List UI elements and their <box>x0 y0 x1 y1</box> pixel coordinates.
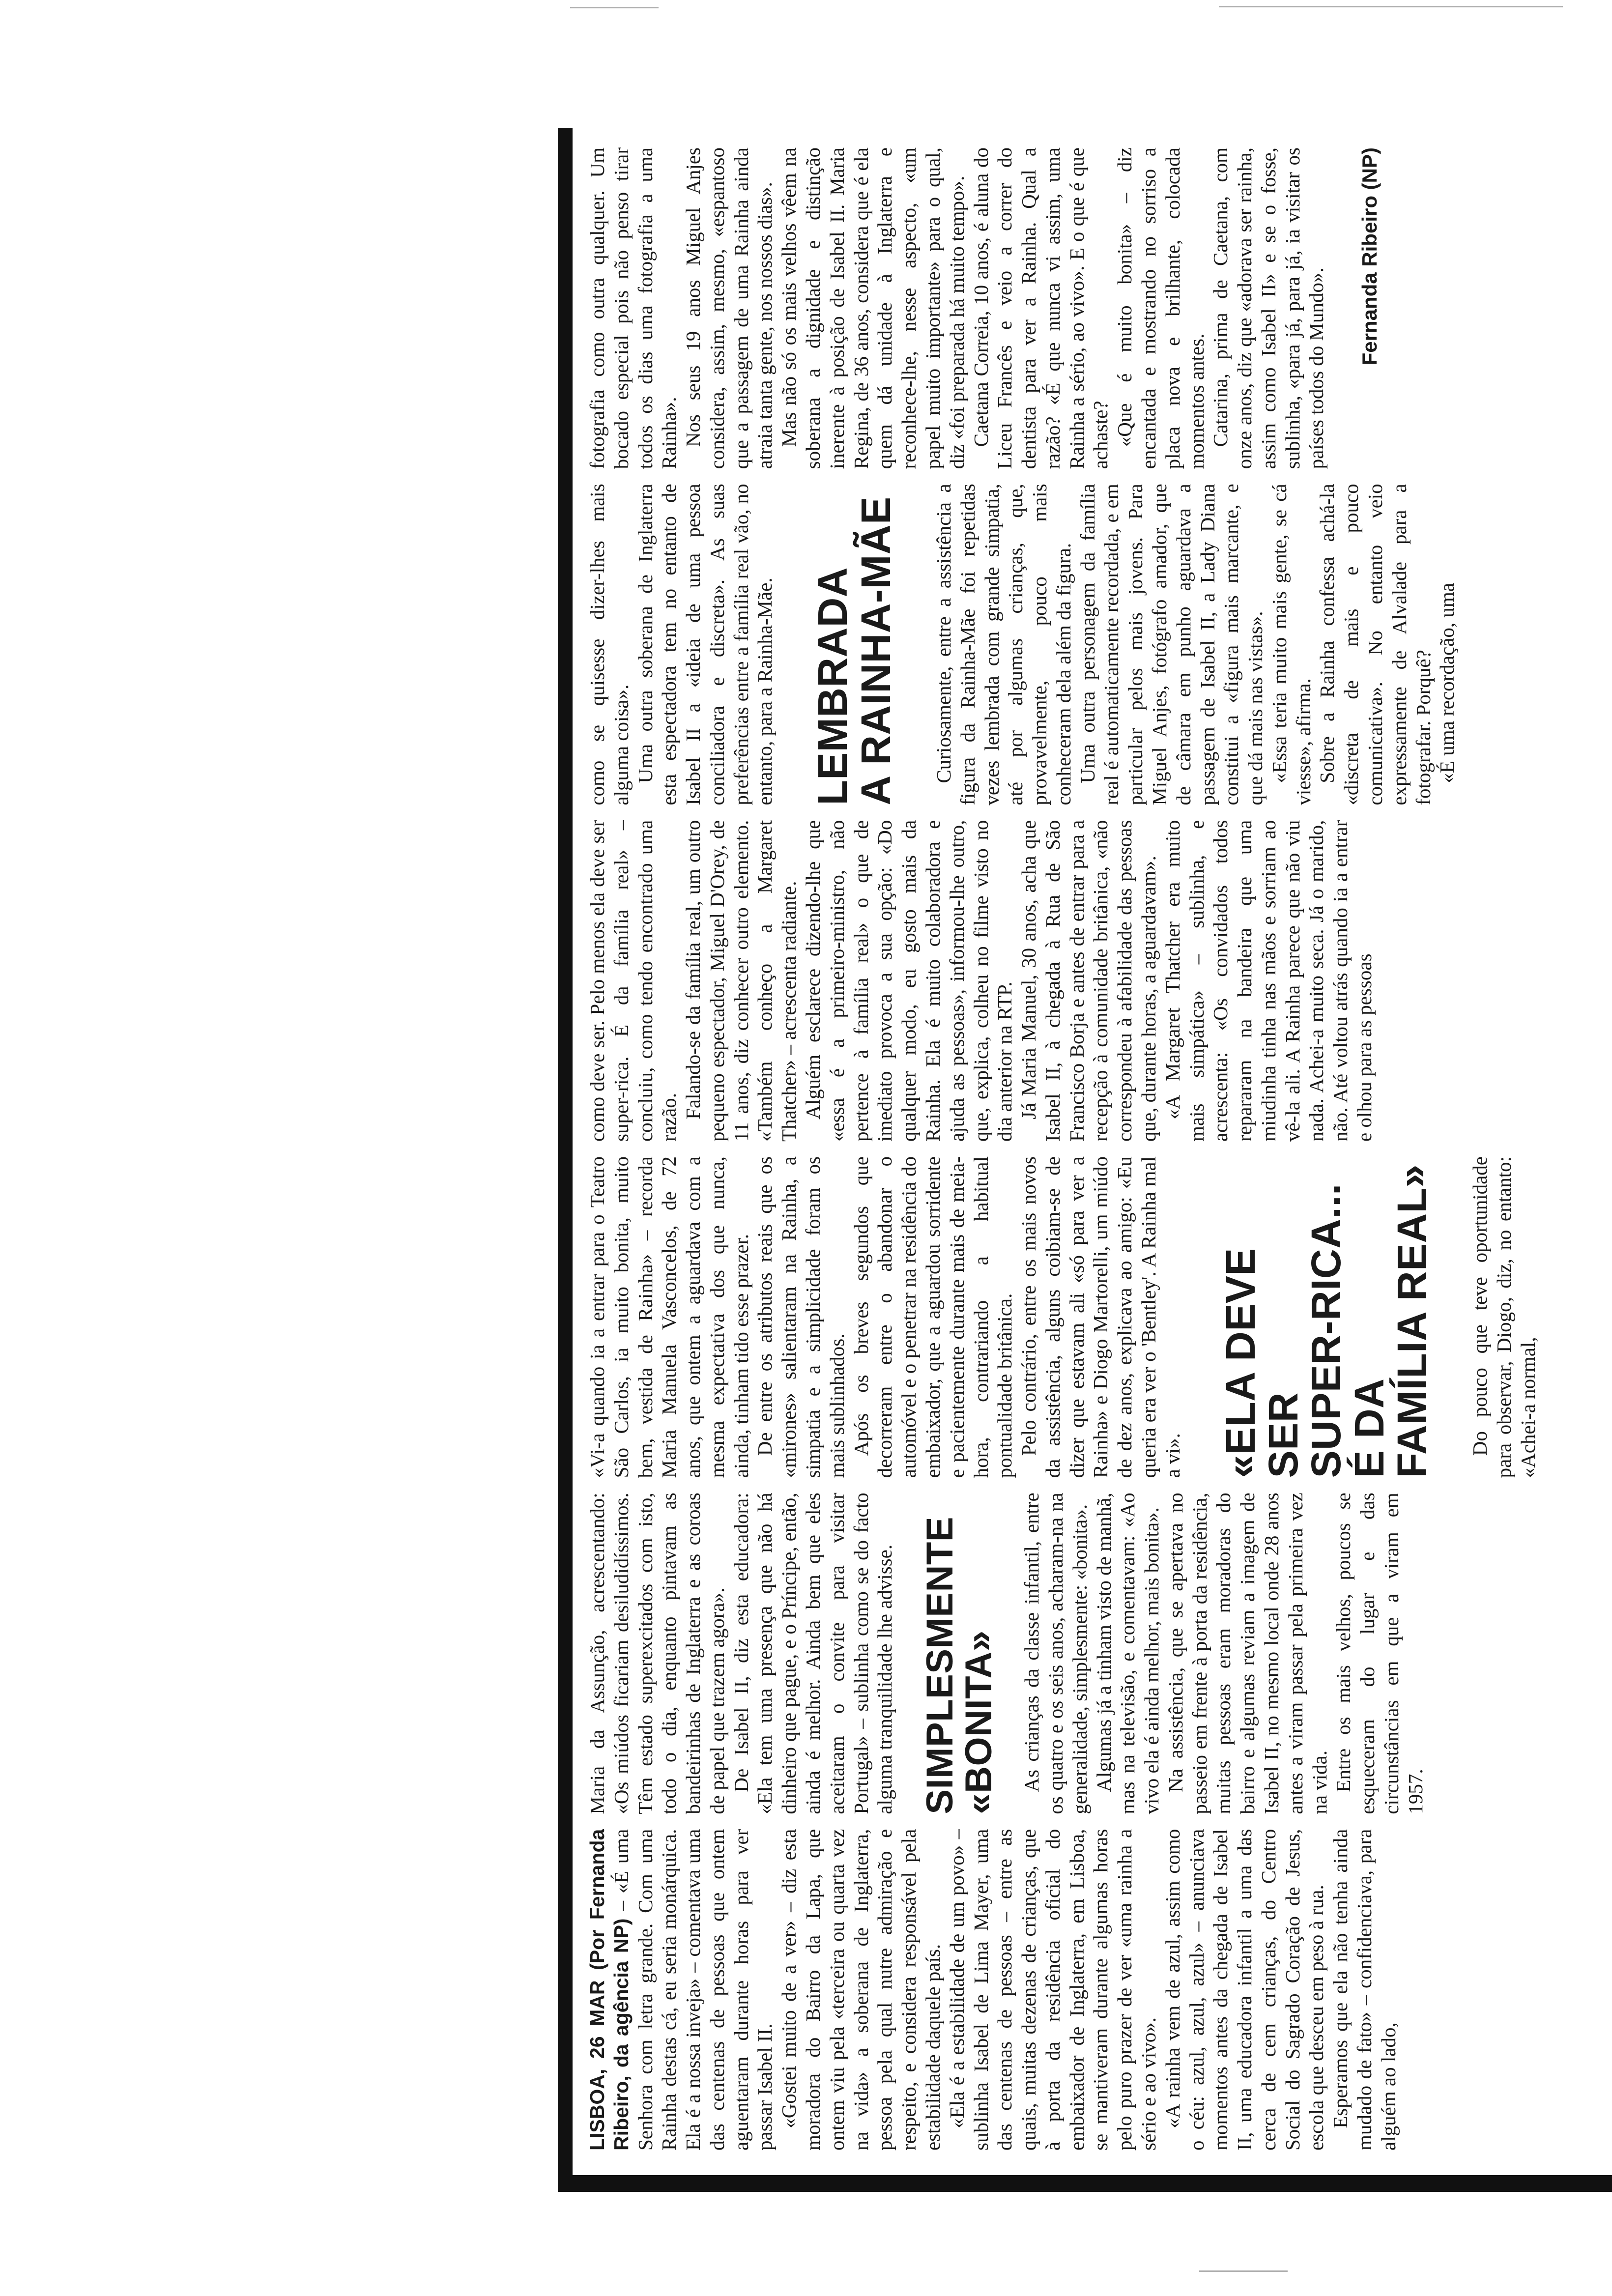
article-paragraph: Uma outra soberana de Inglaterra esta espectadora tem no entanto de Isabel II a «ideia de uma pessoa conciliadora e discreta». As suas preferências entre a família real vão, no entanto, para a Rainha-Mãe. <box>633 484 777 805</box>
article-paragraph: Uma outra personagem da família real é automaticamente recordada, e em particular pelos mais jovens. Para Miguel Anjes, fotógrafo amador, que de câmara em punho aguardava a passagem de Isabel II, a Lady Diana constitui a «figura mais marcante, e que dá mais nas vistas». <box>1076 484 1267 805</box>
article-paragraph: Sobre a Rainha confessa achá-la «discreta de mais e pouco comunicativa». No entanto veio expressamente de Alvalade para a fotografar. Porquê? <box>1316 484 1435 805</box>
newspaper-clipping <box>558 128 1612 2192</box>
article-column-5 <box>585 484 1612 805</box>
article-paragraph: fotografia como outra qualquer. Um bocado especial pois não penso tirar todos os dias uma fotografia a uma Rainha». <box>586 147 681 469</box>
article-paragraph: As crianças da classe infantil, entre os quatro e os seis anos, acharam-na na generalidade, simplesmente: «bonita». <box>1020 1492 1091 1814</box>
article-paragraph: Mas não só os mais velhos vêem na soberana a dignidade e distinção inerente à posição de Isabel II. Maria Regina, de 36 anos, considera que é ela quem dá unidade à Inglaterra e reconhece-lhe, nesse aspecto, «um papel muito importante» para o qual, diz «foi preparada há muito tempo». <box>777 147 968 469</box>
article-paragraph: Pelo contrário, entre os mais novos da assistência, alguns coibiam-se de dizer que estavam ali «só para ver a Rainha» e Diogo Martorelli, um miúdo de dez anos, explicava ao amigo: «Eu queria era ver o 'Bentley'. A Rainha mal a vi». <box>1017 1156 1184 1478</box>
article-paragraph: Maria da Assunção, acrescentando: «Os miúdos ficariam desiludidíssimos. Têm estado superexcitados com isto, todo o dia, enquanto pintavam as bandeirinhas de Inglaterra e as coroas de papel que trazem agora». <box>586 1492 728 1814</box>
article-column-2 <box>585 1492 1612 1814</box>
scan-edge-mark-bottom <box>1199 2270 1288 2272</box>
dateline: LISBOA, 26 MAR (Por Fernanda Ribeiro, da agência NP) <box>586 1829 633 2151</box>
article-paragraph: Algumas já a tinham visto de manhã, mas na televisão, e comentavam: «Ao vivo ela é ainda melhor, mais bonita». <box>1092 1492 1163 1814</box>
article-paragraph: como deve ser. Pelo menos ela deve ser super-rica. É da família real» – concluiu, como tendo encontrado uma razão. <box>586 820 681 1142</box>
article-paragraph: Na assistência, que se apertava no passeio em frente à porta da residência, muitas pessoas eram moradoras do bairro e algumas reviam a imagem de Isabel II, no mesmo local onde 28 anos antes a viram passar pela primeira vez na vida. <box>1164 1492 1331 1814</box>
subheading-simplesmente-bonita: SIMPLESMENTE «BONITA» <box>919 1517 1000 1814</box>
article-paragraph: «A rainha vem de azul, assim como o céu: azul, azul, azul» – anunciava momentos antes da chegada de Isabel II, uma educadora infantil a uma das cerca de cem crianças, do Centro Social do Sagrado Coração de Jesus, escola que desceu em peso à rua. <box>1161 1829 1328 2151</box>
author-signature: Fernanda Ribeiro (NP) <box>1358 147 1382 366</box>
article-paragraph: Do pouco que teve oportunidade para observar, Diogo, diz, no entanto: «Achei-a normal, <box>1468 1156 1539 1478</box>
article-paragraph: «A Margaret Thatcher era muito mais simpática» – sublinha, e acrescenta: «Os convidados todos repararam na bandeira que uma miudinha tinha nas mãos e sorriam ao vê-la ali. A Rainha parece que não viu nada. Achei-a muito seca. Já o marido, não. Até voltou atrás quando ia a entrar e olhou para as pessoas <box>1161 820 1376 1142</box>
article-paragraph: «Que é muito bonita» – diz encantada e mostrando no sorriso a placa nova e brilhante, colocada momentos antes. <box>1113 147 1208 469</box>
article-paragraph: De entre os atributos reais que os «mirones» salientaram na Rainha, a simpatia e a simplicidade foram os mais sublinhados. <box>753 1156 848 1478</box>
article-paragraph: «Vi-a quando ia a entrar para o Teatro São Carlos, ia muito bonita, muito bem, vestida de Rainha» – recorda Maria Manuela Vasconcelos, de 72 anos, que ontem a aguardava com a mesma expectativa dos que nunca, ainda, tinham tido esse prazer. <box>586 1156 752 1478</box>
article-paragraph: Curiosamente, entre a assistência a figura da Rainha-Mãe foi repetidas vezes lembrada com grande simpatia, até por algumas crianças, que, provavelmente, pouco mais conheceram dela além da figura. <box>932 484 1075 805</box>
article-paragraph: «Essa teria muito mais gente, se cá viesse», afirma. <box>1267 484 1315 805</box>
article-paragraph: como se quisesse dizer-lhes mais alguma coisa». <box>586 484 633 805</box>
article-paragraph: Nos seus 19 anos Miguel Anjes considera, assim, mesmo, «espantoso que a passagem de uma Rainha ainda atraia tanta gente, nos nossos dias». <box>682 147 777 469</box>
article-column-4 <box>585 820 1612 1142</box>
article-column-6 <box>585 147 1612 469</box>
article-paragraph: Já Maria Manuel, 30 anos, acha que Isabel II, à chegada à Rua de São Francisco Borja e antes de entrar para a recepção à comunidade britânica, «não correspondeu à afabilidade das pessoas que, durante horas, a aguardavam». <box>1017 820 1160 1142</box>
subheading-ela-deve-ser-super-rica: «ELA DEVE SER SUPER-RICA... É DA FAMÍLIA REAL» <box>1217 1164 1435 1478</box>
article-paragraph: «É uma recordação, uma <box>1436 583 1459 783</box>
article-paragraph: Alguém esclarece dizendo-lhe que «essa é a primeiro-ministro, não pertence à família real» o que de imediato provoca a sua opção: «Do qualquer modo, eu gosto mais da Rainha. Ela é muito colaboradora e ajuda as pessoas», informou-lhe outro, que, explica, colheu no filme visto no dia anterior na RTP. <box>802 820 1016 1142</box>
article-paragraph: Falando-se da família real, um outro pequeno espectador, Miguel D'Orey, de 11 anos, diz conhecer outro elemento. «Também conheço a Margaret Thatcher» – acrescenta radiante. <box>682 820 801 1142</box>
subheading-lembrada-a-rainha-mae: LEMBRADA A RAINHA-MÃE <box>809 496 899 805</box>
article-paragraph: LISBOA, 26 MAR (Por Fernanda Ribeiro, da agência NP) – «É uma Senhora com letra grande. Com uma Rainha destas cá, eu seria monárquica. Ela é a nossa inveja» – comentava uma das centenas de pessoas que ontem aguentaram durante horas para ver passar Isabel II. <box>586 1829 777 2151</box>
article-column-3 <box>585 1156 1612 1478</box>
article-paragraph: «Ela é a estabilidade de um povo» – sublinha Isabel de Lima Mayer, uma das centenas de pessoas – entre as quais, muitas dezenas de crianças, que à porta da residência oficial do embaixador de Inglaterra, em Lisboa, se mantiveram durante algumas horas pelo puro prazer de ver «uma rainha a sério e ao vivo». <box>945 1829 1160 2151</box>
article-paragraph: Esperamos que ela não tenha ainda mudado de fato» – confidenciava, para alguém ao lado, <box>1329 1829 1400 2151</box>
article-paragraph: Entre os mais velhos, poucos se esqueceram do lugar e das circunstâncias em que a viram em 1957. <box>1332 1492 1427 1814</box>
article-columns <box>585 147 1612 2151</box>
article-paragraph: Catarina, prima de Caetana, com onze anos, diz que «adorava ser rainha, assim como Isabel II» e se o fosse, sublinha, «para já, para já, ia visitar os países todos do Mundo». <box>1209 147 1328 469</box>
article-paragraph: «Gostei muito de a ver» – diz esta moradora do Bairro da Lapa, que ontem viu pela «terceira ou quarta vez na vida» a soberana de Inglaterra, pessoa pela qual nutre admiração e respeito, e considera responsável pela estabilidade daquele país. <box>777 1829 944 2151</box>
article-column-1 <box>585 1829 1612 2151</box>
scan-edge-mark-top-small <box>570 7 659 8</box>
scan-edge-mark-top <box>1219 6 1563 7</box>
article-paragraph: Caetana Correia, 10 anos, é aluna do Liceu Francês e veio a correr do dentista para ver a Rainha. Qual a razão? «É que nunca vi assim, uma Rainha a sério, ao vivo». E o que é que achaste? <box>969 147 1112 469</box>
article-paragraph: Após os breves segundos que decorreram entre o abandonar o automóvel e o penetrar na residência do embaixador, que a aguardou sorridente e pacientemente durante mais de meia-hora, contrariando a habitual pontualidade britânica. <box>849 1156 1016 1478</box>
article-paragraph: De Isabel II, diz esta educadora: «Ela tem uma presença que não há dinheiro que pague, e o Príncipe, então, ainda é melhor. Ainda bem que eles aceitaram o convite para visitar Portugal» – sublinha como se do facto alguma tranquilidade lhe advisse. <box>729 1492 896 1814</box>
